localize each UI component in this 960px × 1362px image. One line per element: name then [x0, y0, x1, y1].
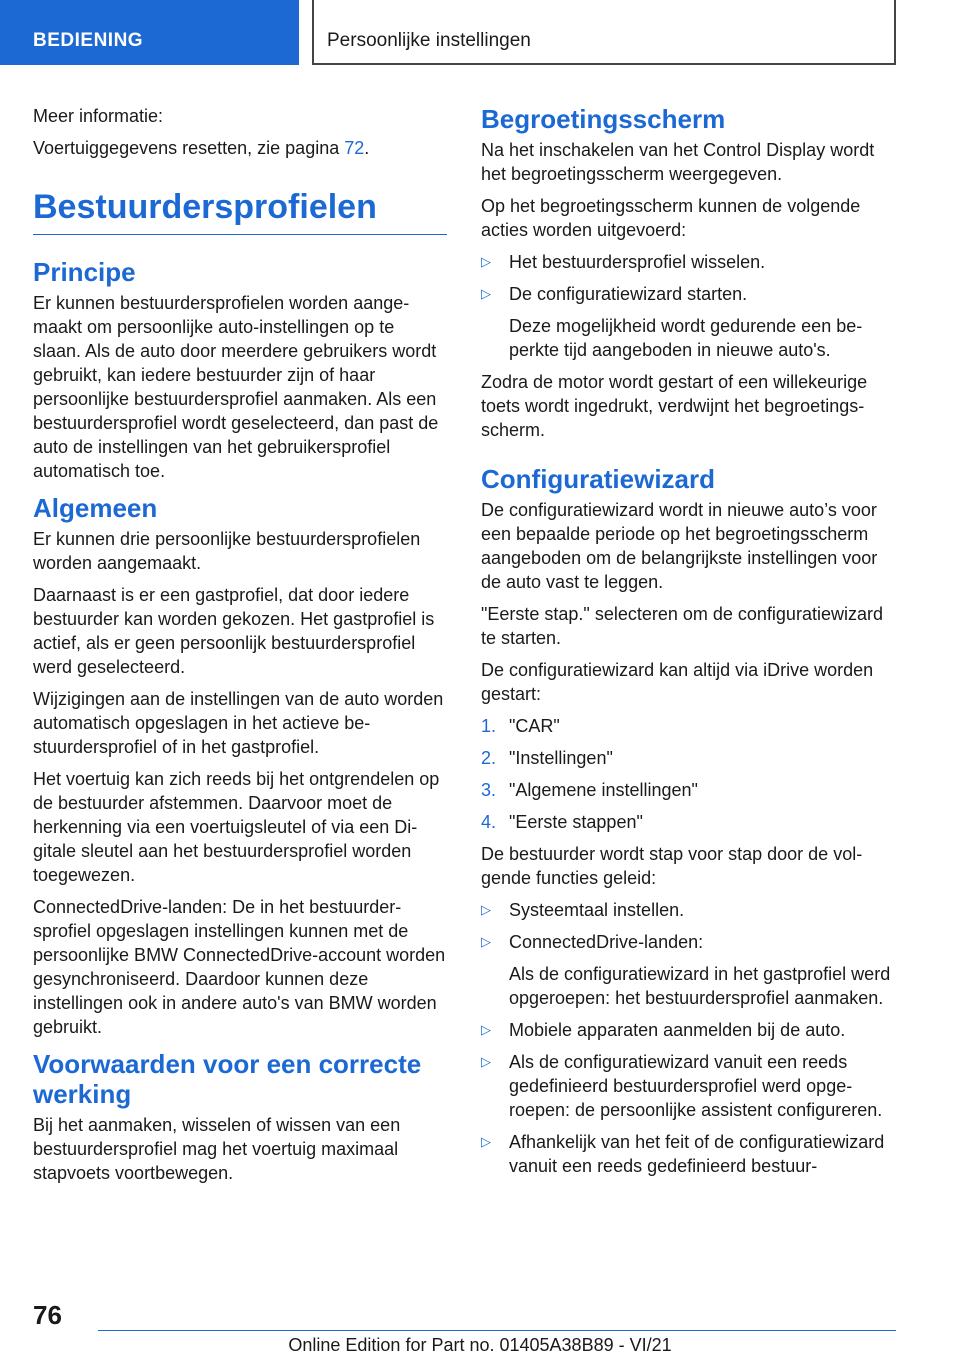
list-item — [481, 282, 898, 362]
more-info-label: Meer informatie: — [33, 106, 164, 126]
config-functions-list — [481, 898, 898, 1178]
chapter-tab: BEDIENING — [0, 0, 299, 65]
list-item-text: Het bestuurdersprofiel wisselen. — [509, 252, 766, 272]
page-link-72[interactable]: 72 — [344, 138, 365, 158]
list-item — [481, 250, 898, 274]
step-text: "Algemene instellingen" — [509, 780, 698, 800]
step-text: "Eerste stappen" — [509, 812, 643, 832]
list-item-text: Systeemtaal instellen. — [509, 900, 685, 920]
list-item — [481, 1050, 898, 1122]
algemeen-paragraph-3: Wijzigingen aan de instellingen van de auto worden automatisch opgeslagen in het actieve bestuurdersprofiel of in het gastprofiel. — [33, 689, 444, 757]
list-item — [481, 1130, 898, 1178]
list-item — [481, 930, 898, 1010]
step-number: 3. — [481, 780, 497, 800]
heading-configuratiewizard: Configuratiewizard — [481, 464, 716, 494]
config-paragraph-2: "Eerste stap." selecteren om de configuratiewizard te starten. — [481, 604, 883, 648]
more-info-text — [33, 136, 447, 160]
list-item-text: ConnectedDrive-landen: — [509, 932, 704, 952]
algemeen-paragraph-5: ConnectedDrive-landen: De in het bestuurdersprofiel opgeslagen instellingen kunnen met de persoonlijke BMW ConnectedDrive-account worden gesynchroniseerd. Daardoor kunnen deze instellingen ook in andere auto's van BMW worden gebruikt. — [33, 897, 446, 1037]
footer-edition-text: Online Edition for Part no. 01405A38B89 - VI/21 — [288, 1335, 672, 1355]
triangle-bullet-icon: ▷ — [481, 1054, 491, 1069]
list-item-text: Als de configuratiewizard vanuit een reeds gedefinieerd bestuurdersprofiel werd opgeroepen: de persoonlijke assistent configureren. — [509, 1052, 883, 1120]
list-item — [481, 746, 898, 770]
more-info-sentence: Voertuiggegevens resetten, zie pagina — [33, 138, 345, 158]
list-item — [481, 714, 898, 738]
triangle-bullet-icon: ▷ — [481, 1134, 491, 1149]
chapter-heading: Bestuurdersprofielen — [33, 186, 447, 235]
heading-principe: Principe — [33, 257, 136, 287]
list-item-text: Mobiele apparaten aanmelden bij de auto. — [509, 1020, 846, 1040]
principe-text: Er kunnen bestuurdersprofielen worden aangemaakt om persoonlijke auto-instellingen op te slaan. Als de auto door meerdere gebruikers wordt gebruikt, kan iedere bestuurder zijn of haar persoonlijke bestuurdersprofiel aanmaken. Als een bestuurdersprofiel wordt geselecteerd, dan past de auto de instellingen van het gebruikersprofiel automatisch toe. — [33, 293, 439, 481]
config-paragraph-1: De configuratiewizard wordt in nieuwe auto’s voor een bepaalde periode op het begroetingsscherm aangeboden om de belangrijkste instellingen voor de auto vast te leggen. — [481, 500, 878, 592]
algemeen-paragraph-2: Daarnaast is er een gastprofiel, dat door iedere bestuurder kan worden gekozen. Het gastprofiel is actief, als er geen persoonlijk bestuurdersprofiel werd geselecteerd. — [33, 585, 435, 677]
list-item — [481, 810, 898, 834]
triangle-bullet-icon: ▷ — [481, 286, 491, 301]
list-item — [481, 1018, 898, 1042]
begroeting-paragraph-3: Zodra de motor wordt gestart of een willekeurige toets wordt ingedrukt, verdwijnt het begroetingsscherm. — [481, 372, 868, 440]
footer-divider — [98, 1330, 896, 1331]
begroeting-paragraph-1: Na het inschakelen van het Control Display wordt het begroetingsscherm weergegeven. — [481, 140, 875, 184]
step-number: 1. — [481, 716, 497, 736]
step-text: "Instellingen" — [509, 748, 613, 768]
config-steps-list — [481, 714, 898, 834]
left-column — [33, 104, 447, 1193]
step-text: "CAR" — [509, 716, 560, 736]
triangle-bullet-icon: ▷ — [481, 1022, 491, 1037]
begroeting-paragraph-2: Op het begroetingsscherm kunnen de volgende acties worden uitgevoerd: — [481, 196, 861, 240]
config-paragraph-4: De bestuurder wordt stap voor stap door de volgende functies geleid: — [481, 844, 863, 888]
list-item-subtext: Deze mogelijkheid wordt gedurende een beperkte tijd aangeboden in nieuwe auto's. — [509, 316, 863, 360]
more-info-end: . — [364, 138, 370, 158]
algemeen-paragraph-1: Er kunnen drie persoonlijke bestuurdersprofielen worden aangemaakt. — [33, 529, 421, 573]
page-number: 76 — [33, 1300, 62, 1330]
step-number: 2. — [481, 748, 497, 768]
list-item — [481, 778, 898, 802]
step-number: 4. — [481, 812, 497, 832]
triangle-bullet-icon: ▷ — [481, 254, 491, 269]
heading-begroetingsscherm: Begroetingsscherm — [481, 104, 726, 134]
right-column — [481, 104, 898, 1186]
voorwaarden-text: Bij het aanmaken, wisselen of wissen van een bestuurdersprofiel mag het voertuig maximaal stapvoets voortbewegen. — [33, 1115, 401, 1183]
list-item-subtext: Als de configuratiewizard in het gastprofiel werd opgeroepen: het bestuurdersprofiel aanmaken. — [509, 964, 891, 1008]
config-paragraph-3: De configuratiewizard kan altijd via iDrive worden gestart: — [481, 660, 874, 704]
list-item-text: De configuratiewizard starten. — [509, 284, 748, 304]
section-title: Persoonlijke instellingen — [312, 0, 896, 65]
triangle-bullet-icon: ▷ — [481, 902, 491, 917]
list-item — [481, 898, 898, 922]
heading-algemeen: Algemeen — [33, 493, 158, 523]
begroeting-actions-list — [481, 250, 898, 362]
triangle-bullet-icon: ▷ — [481, 934, 491, 949]
heading-voorwaarden: Voorwaarden voor een correcte werking — [33, 1049, 422, 1109]
algemeen-paragraph-4: Het voertuig kan zich reeds bij het ontgrendelen op de bestuurder afstemmen. Daarvoor moet de herkenning via een voertuigsleutel of via een Digitale sleutel aan het bestuurdersprofiel worden toegewezen. — [33, 769, 440, 885]
list-item-text: Afhankelijk van het feit of de configuratiewizard vanuit een reeds gedefinieerd bestuur- — [509, 1132, 885, 1176]
